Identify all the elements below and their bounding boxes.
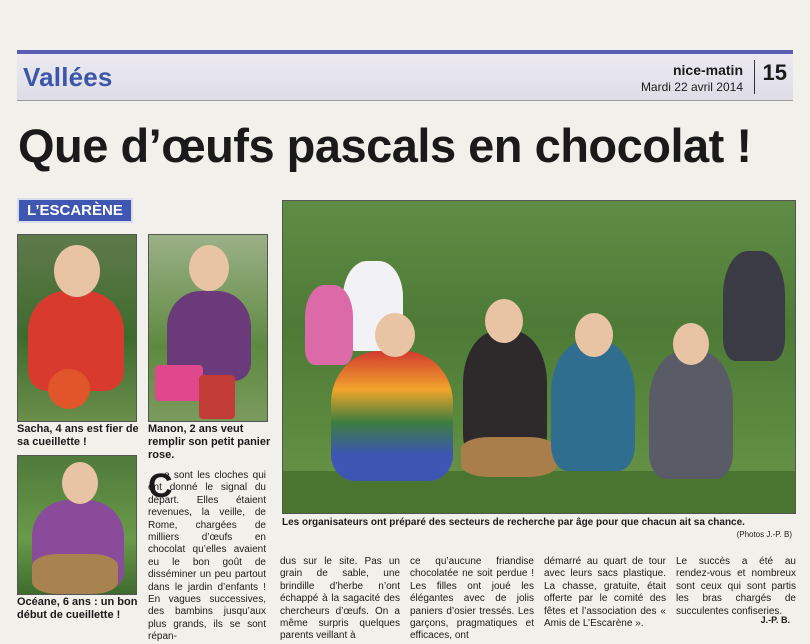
article-headline: Que d’œufs pascals en chocolat ! (18, 119, 752, 172)
photo-sacha (17, 234, 137, 422)
article-column-2: dus sur le site. Pas un grain de sable, une brindille d’herbe n’ont échappé à la sagacité des chercheurs d’œufs. On a même surpris quelques parents veillant à (280, 556, 400, 642)
page-number: 15 (762, 60, 787, 85)
section-title: Vallées (23, 62, 113, 92)
article-column-5: Le succès a été au rendez-vous et nombreux sont ceux qui sont partis les bras chargés de succulentes confiseries. (676, 556, 796, 617)
photo-group (282, 200, 796, 514)
wicker-basket-shape (461, 437, 557, 477)
child-head (62, 462, 98, 504)
page-number-divider (754, 60, 755, 94)
caption-oceane: Océane, 6 ans : un bon début de cueillette ! (17, 596, 138, 621)
photo-oceane (17, 455, 137, 595)
caption-manon: Manon, 2 ans veut remplir son petit panier rose. (148, 423, 271, 461)
article-text-1: e sont les cloches qui ont donné le signal du départ. Elles étaient revenues, la veille, de Rome, chargées de milliers d’œufs en chocolat qu’elles avaient eu le bon goût de disséminer un peu partout dans le jardin d’enfants ! En vagues successives, des bambins jusqu’aux plus grands, ils se sont répan- (148, 470, 266, 643)
child-figure (305, 285, 353, 365)
town-label: L’ESCARÈNE (17, 198, 133, 223)
photo-manon (148, 234, 268, 422)
article-column-3: ce qu’aucune friandise chocolatée ne soit perdue ! Les filles ont joué les élégantes avec de jolis paniers d’osier tressés. Les garçons, pragmatiques et efficaces, ont (410, 556, 534, 642)
child-head (673, 323, 709, 365)
child-figure (723, 251, 785, 361)
child-head (54, 245, 100, 297)
child-legs (199, 375, 235, 419)
basket-shape (48, 369, 90, 409)
author-signature: J.-P. B. (760, 615, 790, 625)
child-head (575, 313, 613, 357)
child-figure (331, 351, 453, 481)
wicker-basket-shape (32, 554, 118, 594)
issue-date: Mardi 22 avril 2014 (640, 80, 743, 94)
newspaper-brand: nice-matin (672, 62, 743, 78)
child-head (375, 313, 415, 357)
caption-sacha: Sacha, 4 ans est fier de sa cueillette ! (17, 423, 139, 448)
caption-group: Les organisateurs ont préparé des secteurs de recherche par âge pour que chacun ait sa chance. (282, 517, 745, 528)
child-head (189, 245, 229, 291)
page-header (17, 54, 793, 101)
drop-cap: C (148, 467, 173, 505)
article-column-1 (148, 467, 266, 644)
pink-basket-shape (155, 365, 203, 401)
child-head (485, 299, 523, 343)
article-column-4: démarré au quart de tour avec leurs sacs plastique. La chasse, gratuite, était offerte par le comité des fêtes et l’association des « Amis de L’Escarène ». (544, 556, 666, 630)
child-figure (649, 351, 733, 479)
child-figure (551, 341, 635, 471)
photo-credit: (Photos J.-P. B) (736, 530, 792, 539)
